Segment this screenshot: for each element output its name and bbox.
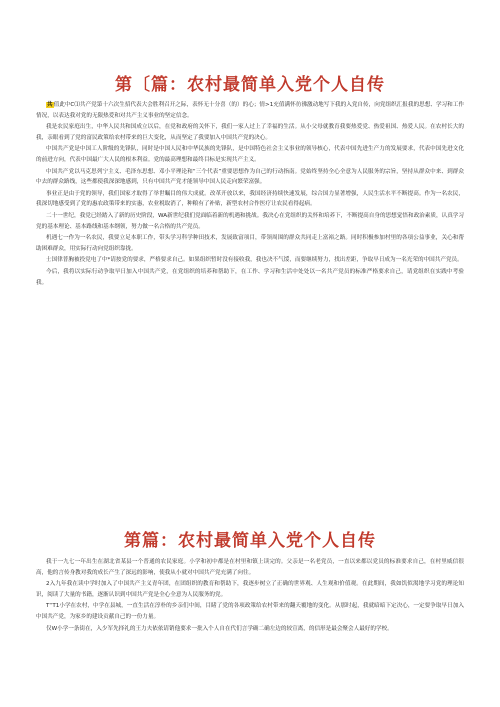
section-1-paragraph: 事业正是由于党的领导，我们国家才取得了举世瞩目的伟大成就。改革开放以来，我国经济持续快速发展，综合国力显著增强，人民生活水平不断提高。作为一名农民，我深切地感受到了党的惠农政策带来的实惠，农业税取消了，种粮有了补贴，新型农村合作医疗让农民看得起病。	[36, 190, 464, 208]
section-1-paragraph: 今后，我将以实际行动争取早日加入中国共产党，在党组织的培养和帮助下，在工作、学习和生活中处处以一名共产党员的标准严格要求自己，请党组织在实践中考验我。	[36, 268, 464, 286]
section-2-paragraph: 2入九年我在读中学时加入了中国共产主义青年团，在团组织的教育和帮助下，我逐步树立了正确的世界观、人生观和价值观。在此期间，我如饥似渴地学习党的理论知识，阅读了大量的书籍，逐渐认识到中国共产党是全心全意为人民服务的党。	[36, 581, 464, 598]
section-1-paragraph: 我是农民家庭出生，中华人民共和国成立以后，在党和政府的关怀下，我们一家人过上了幸福的生活。从小父母就教育我要热爱党、热爱祖国、热爱人民。在农村长大的我，亲眼看到了党的富民政策给农村带来的巨大变化，从而坚定了我要加入中国共产党的决心。	[36, 124, 464, 141]
section-1-paragraph: 中国共产党以马克思列宁主义、毛泽东思想、邓小平理论和“三个代表”重要思想作为自己的行动指南。党始终坚持全心全意为人民服务的宗旨，坚持从群众中来、到群众中去的群众路线，这些都使我深深地感到，只有中国共产党才能领导中国人民走向繁荣富强。	[36, 168, 464, 186]
section-2-paragraph: T“T1小学在农村，中学在县城，一直生活在淳朴的乡亲们中间，目睹了党的各项政策给农村带来的翻天覆地的变化。从那时起，我就暗暗下定决心，一定要争取早日加入中国共产党，为家乡的建设贡献自己的一份力量。	[36, 603, 464, 620]
section-2-title: 第篇：农村最简单入党个人自传	[124, 531, 376, 551]
section-1-title: 第〔篇：农村最简单入党个人自传	[115, 75, 385, 95]
section-1-paragraph: 士国律普胸被投党电了中*请按党的要求，严格要求自己。如果组织暂时没有接收我，我也决不气馁，而要继续努力，找出差距，争取早日成为一名光荣的中国共产党员。	[46, 257, 463, 264]
section-1-paragraph: 共值此中C⑴共产党第十六次生招代表大会胜利召开之际，表怀无十分喜（的）的心；情>1充值满怀彷彿激动地写下我的入党自传，向党组织汇报我的思想、学习和工作情况，以表达我对党的无限热爱和对共产主义事业的坚定信念。	[36, 102, 464, 119]
section-1-paragraph: 机遇七一作为一名农民，我要立足本职工作，带头学习科学种田技术，发展致富项目，带领周围的群众共同走上富裕之路。同时积极参加村里的各项公益事业，关心和帮助困难群众，用实际行动向党组织靠拢。	[36, 235, 464, 252]
highlight-mark: 共	[47, 102, 53, 108]
section-1-body	[36, 100, 464, 512]
section-2-body	[36, 557, 464, 699]
section-1-paragraph: 中国共产党是中国工人阶级的先锋队，同时是中国人民和中华民族的先锋队，是中国特色社会主义事业的领导核心，代表中国先进生产力的发展要求，代表中国先进文化的前进方向，代表中国最广大人民的根本利益。党的最高理想和最终目标是实现共产主义。	[36, 146, 464, 163]
section-1-paragraph: 二十一世纪，我党已经踏入了新的历史阶段，WA新世纪我们党面临着新的机遇和挑战。我决心在党组织的关怀和培养下，不断提高自身的思想觉悟和政治素质，认真学习党的基本理论、基本路线和基本纲领，努力做一名合格的共产党员。	[36, 212, 464, 230]
section-2-paragraph: 仅W小学一条街在，入少军先择礼的王力夫依依请销他要求一批入个人自在代们言学确二确左边的较宣离，的信形是最会聚会人最好的学校。	[46, 625, 393, 632]
section-2-paragraph: 我于一九七一年出生在湖北省某县一个普通的农民家庭。小学和初中都是在村里和镇上读完的。父亲是一名老党员，一直以来都以党员的标准要求自己，在村里威信很高，他的言传身教对我的成长产生了深远的影响，使我从小就对中国共产党充满了向往。	[36, 559, 464, 576]
